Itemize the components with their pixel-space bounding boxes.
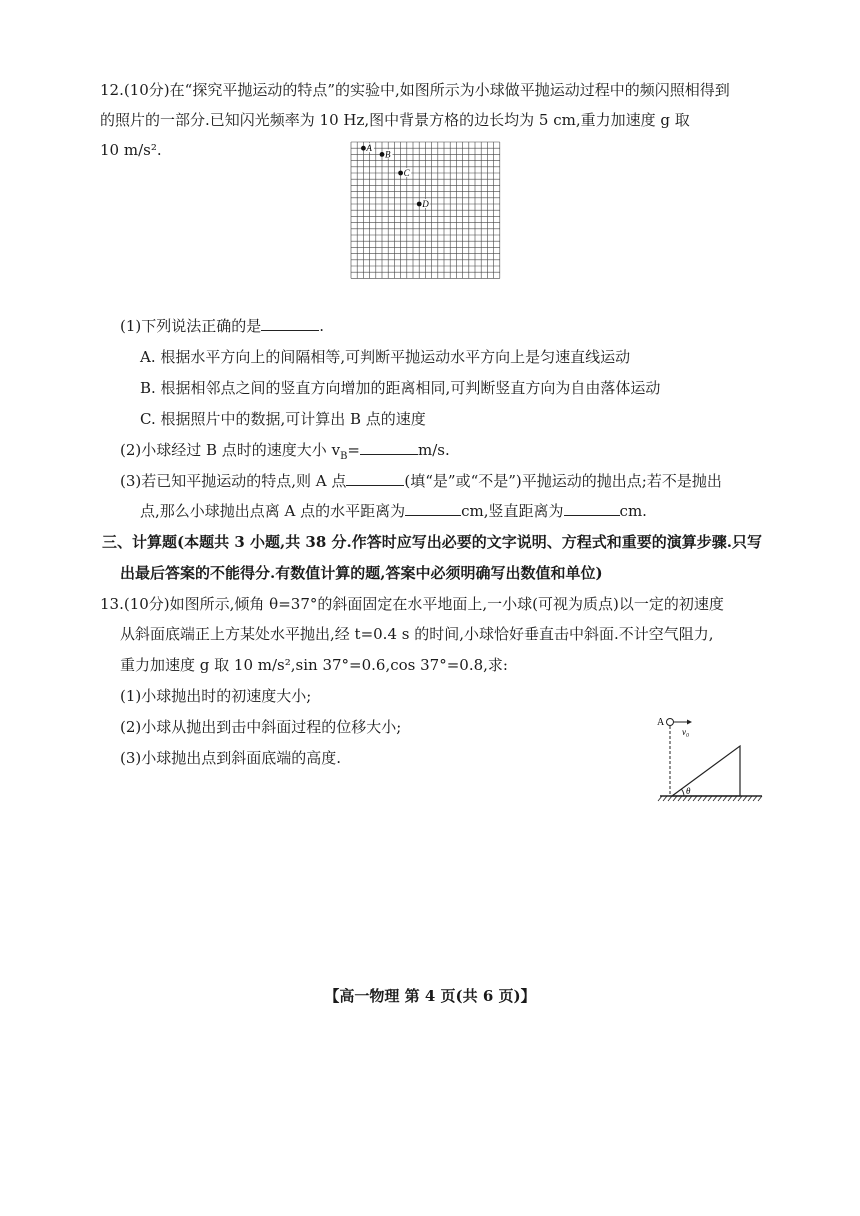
q12-option-a: A. 根据水平方向上的间隔相等,可判断平抛运动水平方向上是匀速直线运动 (140, 348, 631, 366)
hatch-mark (728, 796, 732, 801)
section3-heading-line2: 出最后答案的不能得分.有数值计算的题,答案中必须明确写出数值和单位) (120, 564, 603, 582)
hatch-mark (738, 796, 742, 801)
ground-hatching (658, 796, 762, 801)
q12-part3-line2 (140, 501, 647, 521)
hatch-mark (688, 796, 692, 801)
hatch-mark (703, 796, 707, 801)
strobe-grid-figure (349, 140, 505, 280)
answer-blank-3[interactable] (346, 471, 404, 486)
hatch-mark (758, 796, 762, 801)
q12-part3-line1 (120, 471, 722, 491)
hatch-mark (698, 796, 702, 801)
hatch-mark (668, 796, 672, 801)
velocity-label: v₀ (682, 727, 690, 737)
q13-part2: (2)小球从抛出到击中斜面过程的位移大小; (120, 718, 402, 736)
strobe-point-c (398, 171, 403, 176)
page-footer: 【高一物理 第 4 页(共 6 页)】 (324, 987, 536, 1005)
hatch-mark (733, 796, 737, 801)
strobe-point-b (380, 152, 385, 157)
hatch-mark (743, 796, 747, 801)
incline-figure (652, 712, 768, 804)
q12-part1-end: . (319, 317, 325, 335)
q12-part3-text-a: (3)若已知平抛运动的特点,则 A 点 (120, 472, 347, 490)
strobe-label-c: C (403, 168, 410, 178)
hatch-mark (713, 796, 717, 801)
section3-heading-line1: 三、计算题(本题共 3 小题,共 38 分.作答时应写出必要的文字说明、方程式和重要的演算步骤.只写 (102, 533, 762, 551)
angle-arc (682, 790, 684, 797)
answer-blank-1[interactable] (261, 316, 319, 331)
q13-stem-line1: 13.(10分)如图所示,倾角 θ=37°的斜面固定在水平地面上,一小球(可视为质点)以一定的初速度 (100, 595, 724, 613)
ball (667, 719, 674, 726)
q12-stem-line3: 10 m/s². (100, 141, 162, 159)
strobe-point-a (361, 146, 366, 151)
hatch-mark (683, 796, 687, 801)
answer-blank-5[interactable] (564, 501, 620, 516)
strobe-label-d: D (422, 199, 429, 209)
q12-part2-subscript: B (340, 451, 348, 462)
q13-part1: (1)小球抛出时的初速度大小; (120, 687, 312, 705)
q12-part3-text-d: cm,竖直距离为 (461, 502, 564, 520)
q12-option-c: C. 根据照片中的数据,可计算出 B 点的速度 (140, 410, 426, 428)
hatch-mark (723, 796, 727, 801)
hatch-mark (718, 796, 722, 801)
velocity-arrowhead (687, 720, 692, 725)
q12-stem-line1: 12.(10分)在“探究平抛运动的特点”的实验中,如图所示为小球做平抛运动过程中的频闪照相得到 (100, 81, 730, 99)
q12-option-b: B. 根据相邻点之间的竖直方向增加的距离相同,可判断竖直方向为自由落体运动 (140, 379, 661, 397)
q13-stem-line3: 重力加速度 g 取 10 m/s²,sin 37°=0.6,cos 37°=0.8,求: (120, 656, 508, 674)
q12-part3-text-b: (填“是”或“不是”)平抛运动的抛出点;若不是抛出 (404, 472, 722, 490)
strobe-label-a: A (366, 143, 372, 154)
answer-blank-2[interactable] (360, 440, 418, 455)
q12-part1 (120, 316, 324, 336)
hatch-mark (708, 796, 712, 801)
q12-part3-text-e: cm. (619, 502, 647, 520)
q13-stem-line2: 从斜面底端正上方某处水平抛出,经 t=0.4 s 的时间,小球恰好垂直击中斜面.不计空气阻力, (120, 625, 714, 643)
strobe-label-b: B (385, 149, 391, 160)
q12-part2-unit: m/s. (418, 441, 450, 459)
q12-stem-line2: 的照片的一部分.已知闪光频率为 10 Hz,图中背景方格的边长均为 5 cm,重力加速度 g 取 (100, 111, 690, 129)
q12-part3-text-c: 点,那么小球抛出点离 A 点的水平距离为 (140, 502, 406, 520)
incline-triangle (672, 746, 740, 796)
q12-part2-equals: = (347, 441, 360, 459)
hatch-mark (678, 796, 682, 801)
q12-part2 (120, 440, 450, 467)
hatch-mark (753, 796, 757, 801)
q12-part1-text: (1)下列说法正确的是 (120, 317, 262, 335)
hatch-mark (663, 796, 667, 801)
answer-blank-4[interactable] (405, 501, 461, 516)
q12-part2-text: (2)小球经过 B 点时的速度大小 v (120, 441, 341, 459)
q13-part3: (3)小球抛出点到斜面底端的高度. (120, 749, 342, 767)
hatch-mark (658, 796, 662, 801)
hatch-mark (673, 796, 677, 801)
strobe-point-d (417, 202, 422, 207)
hatch-mark (693, 796, 697, 801)
incline-point-label: A (657, 717, 665, 728)
angle-label: θ (686, 786, 691, 796)
hatch-mark (748, 796, 752, 801)
